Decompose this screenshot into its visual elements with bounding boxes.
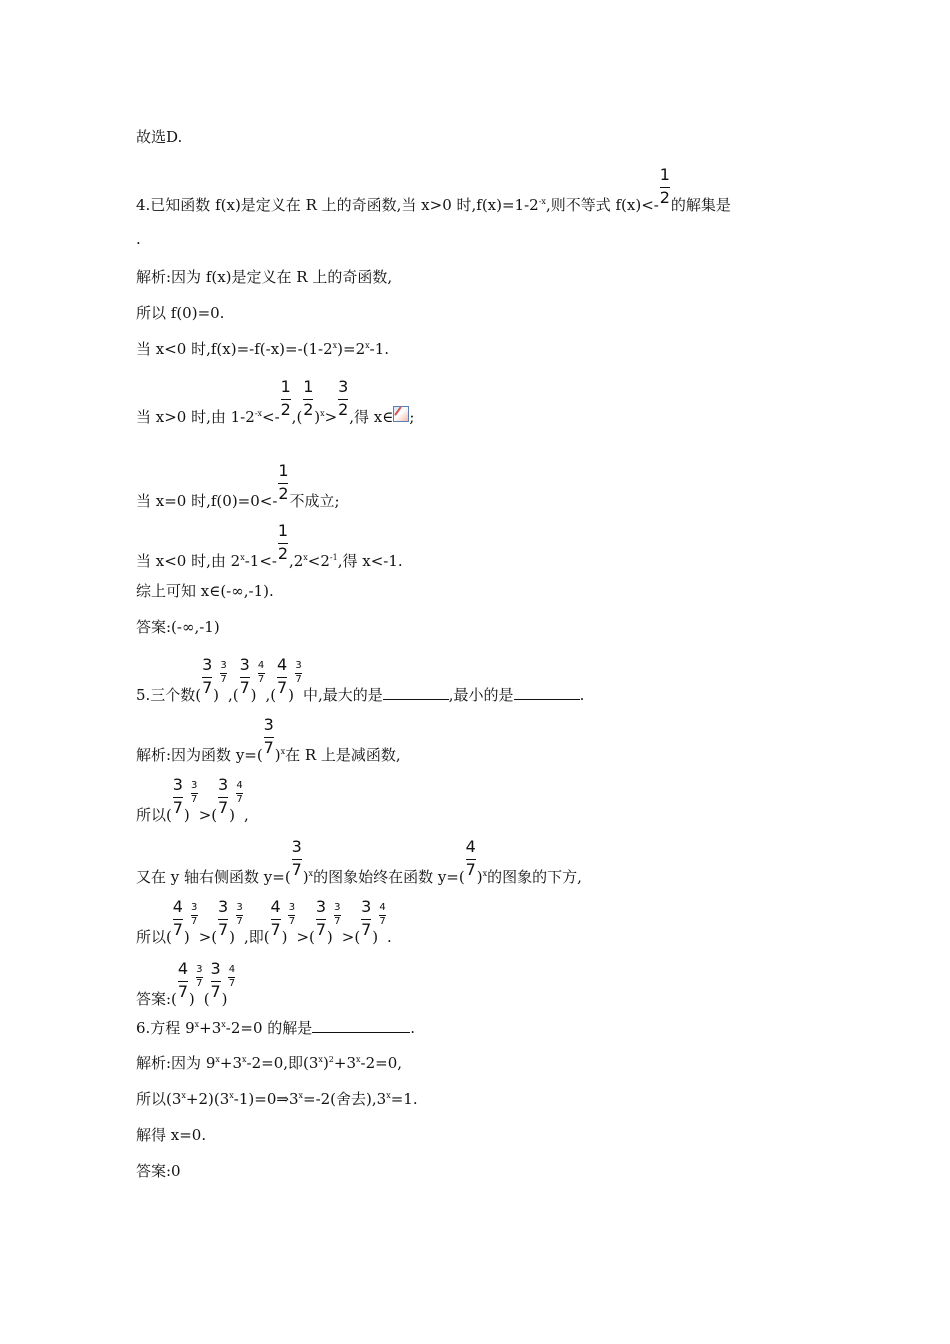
- analysis-line: 解析:因为函数 y=( $\frac{3}{7}$ )$^x$在 R 上是减函数,: [136, 715, 401, 764]
- fraction-4-7: $\frac{4}{7}$: [270, 897, 281, 939]
- analysis-line: 当 x=0 时,f(0)=0<- $\frac{1}{2}$ 不成立;: [136, 461, 340, 510]
- exp-fraction-3-7: $\frac{3}{7}$: [295, 660, 302, 685]
- analysis-line: 当 x>0 时,由 $1-2^{-x}<-$ $\frac{1}{2}$ ,( $\frac{1}{2}$ )$^x$> $\frac{3}{2}$ ,得 x∈ ;: [136, 377, 415, 426]
- exp-fraction-4-7: $\frac{4}{7}$: [257, 660, 265, 685]
- fraction-4-7: $\frac{4}{7}$: [277, 655, 288, 697]
- exp-fraction-3-7: $\frac{3}{7}$: [288, 902, 296, 927]
- fraction-3-7: $\frac{3}{7}$: [315, 897, 326, 939]
- answer-line: 答案:(-∞,-1): [136, 618, 220, 636]
- analysis-line: 又在 y 轴右侧函数 y=( $\frac{3}{7}$ )$^x$的图象始终在函数 y=( $\frac{4}{7}$ )$^x$的图象的下方,: [136, 837, 582, 886]
- analysis-line: 当 x<0 时$,f(x)=-f(-x)=-(1-2^x)=2^x-1$.: [136, 340, 390, 358]
- exp-fraction-3-7: $\frac{3}{7}$: [220, 660, 227, 685]
- answer-blank: [312, 1018, 410, 1033]
- answer-line: 答案:0: [136, 1162, 181, 1180]
- exp-fraction-3-7: $\frac{3}{7}$: [191, 780, 198, 805]
- exp-fraction-3-7: $\frac{3}{7}$: [334, 902, 341, 927]
- analysis-line: 所以 f(0)=0.: [136, 304, 225, 322]
- exp-fraction-3-7: $\frac{3}{7}$: [196, 964, 203, 989]
- fraction-4-7: $\frac{4}{7}$: [177, 959, 188, 1001]
- fraction-3-7: $\frac{3}{7}$: [172, 775, 183, 817]
- question-6: 6.方程 $9^x+3^x-2=0$ 的解是 .: [136, 1019, 416, 1037]
- fraction-3-7: $\frac{3}{7}$: [210, 959, 221, 1001]
- fraction-3-7: $\frac{3}{7}$: [218, 897, 229, 939]
- analysis-line: 当 x<0 时,由 $2^x-1<-$ $\frac{1}{2}$ $,2^x<2^{-1}$,得 x<-1.: [136, 521, 403, 570]
- exp-fraction-4-7: $\frac{4}{7}$: [228, 964, 236, 989]
- exp-fraction-3-7: $\frac{3}{7}$: [236, 902, 243, 927]
- fraction-4-7: $\frac{4}{7}$: [172, 897, 183, 939]
- exp-fraction-4-7: $\frac{4}{7}$: [236, 780, 243, 805]
- analysis-line: 所以$(3^x+2)(3^x-1)=0\Rightarrow 3^x=-2$(舍去)$,3^x=1$.: [136, 1090, 418, 1108]
- fraction-3-2: $\frac{3}{2}$: [338, 377, 349, 419]
- analysis-line: 解析:因为 f(x)是定义在 R 上的奇函数,: [136, 268, 393, 286]
- fraction-3-7: $\frac{3}{7}$: [218, 775, 229, 817]
- fraction-3-7: $\frac{3}{7}$: [361, 897, 372, 939]
- answer-blank: [514, 685, 580, 700]
- answer-line: 答案:( $\frac{4}{7}$ ) $\frac{3}{7}$ ( $\frac{3}{7}$ ) $\frac{4}{7}$: [136, 959, 236, 1008]
- analysis-line: 解得 x=0.: [136, 1126, 207, 1144]
- answer-blank: [383, 685, 449, 700]
- fraction-3-7: $\frac{3}{7}$: [239, 655, 250, 697]
- exp-fraction-3-7: $\frac{3}{7}$: [191, 902, 198, 927]
- fraction-1-2: $\frac{1}{2}$: [280, 377, 291, 419]
- fraction-1-2: $\frac{1}{2}$: [659, 165, 670, 207]
- broken-image-icon: [393, 406, 409, 422]
- fraction-4-7: $\frac{4}{7}$: [465, 837, 476, 879]
- question-4: 4.已知函数 f(x)是定义在 R 上的奇函数,当 x>0 时$,f(x)=1-2^{-x}$,则不等式 f(x)<- $\frac{1}{2}$ 的解集是: [136, 165, 731, 214]
- fraction-1-2: $\frac{1}{2}$: [277, 521, 289, 563]
- question-4-tail: .: [136, 230, 141, 248]
- question-5: 5.三个数( $\frac{3}{7}$ ) $\frac{3}{7}$ ,( $\frac{3}{7}$ ) $\frac{4}{7}$ ,( $\frac{4}{7}$ ) $\frac{3}{7}$ 中,最大的是 ,最小的是 .: [136, 655, 585, 704]
- exp-fraction-4-7: $\frac{4}{7}$: [379, 902, 386, 927]
- analysis-line: 所以( $\frac{3}{7}$ ) $\frac{3}{7}$ >( $\frac{3}{7}$ ) $\frac{4}{7}$ ,: [136, 775, 249, 824]
- analysis-line: 解析:因为 $9^x+3^x-2=0$,即$(3^x)^2+3^x-2=0$,: [136, 1054, 403, 1072]
- analysis-line: 综上可知 x∈(-∞,-1).: [136, 582, 274, 600]
- fraction-1-2: $\frac{1}{2}$: [303, 377, 314, 419]
- fraction-3-7: $\frac{3}{7}$: [291, 837, 302, 879]
- analysis-line: 所以( $\frac{4}{7}$ ) $\frac{3}{7}$ >( $\frac{3}{7}$ ) $\frac{3}{7}$ ,即( $\frac{4}{7}$ ) $\frac{3}{7}$ >( $\frac{3}{7}$ ) $\frac{3}{7}$ >( $\frac{3}{7}$ ) $\frac{4}{7}$ .: [136, 897, 392, 946]
- fraction-1-2: $\frac{1}{2}$: [278, 461, 289, 503]
- line-conclusion: 故选D.: [136, 128, 183, 146]
- fraction-3-7: $\frac{3}{7}$: [263, 715, 274, 757]
- fraction-3-7: $\frac{3}{7}$: [202, 655, 213, 697]
